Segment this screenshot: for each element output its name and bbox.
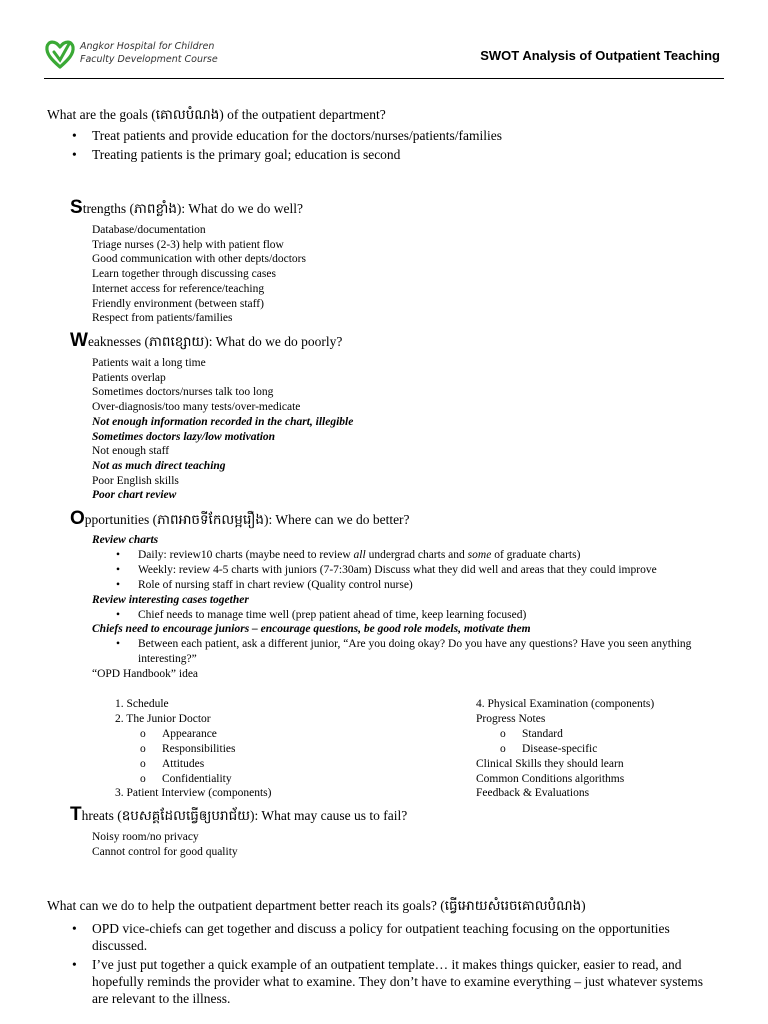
opportunities-details bbox=[92, 533, 728, 682]
list-item: Not enough information recorded in the chart, illegible bbox=[92, 415, 354, 428]
list-item: Progress Notes bbox=[476, 712, 546, 725]
bullet-icon: • bbox=[116, 608, 121, 621]
list-item: Clinical Skills they should learn bbox=[476, 757, 624, 770]
strengths-list bbox=[92, 223, 306, 326]
list-item: Database/documentation bbox=[92, 224, 206, 236]
review-charts-label: Review charts bbox=[92, 534, 159, 546]
bullet-icon: • bbox=[116, 548, 121, 561]
list-item: Feedback & Evaluations bbox=[476, 787, 590, 800]
list-item: Good communication with other depts/doctors bbox=[92, 253, 306, 266]
org-line-2: Faculty Development Course bbox=[80, 54, 218, 65]
header-divider bbox=[44, 78, 724, 79]
bullet-icon: • bbox=[72, 128, 77, 143]
bullet-icon: • bbox=[116, 578, 121, 591]
list-item: Patients wait a long time bbox=[92, 357, 206, 369]
handbook-left-column bbox=[115, 697, 272, 801]
list-item: 1. Schedule bbox=[115, 698, 169, 710]
list-item: Learn together through discussing cases bbox=[92, 268, 276, 281]
list-item: • Weekly: review 4-5 charts with juniors (7-7:30am) Discuss what they did well and areas that they could improve bbox=[116, 563, 657, 576]
list-item: Sometimes doctors lazy/low motivation bbox=[92, 430, 276, 443]
strengths-heading: Strengths (ភាពខ្លាំង): What do we do well? bbox=[70, 197, 303, 218]
bullet-icon: • bbox=[72, 921, 77, 936]
list-item: Not as much direct teaching bbox=[92, 459, 226, 472]
closing-question: What can we do to help the outpatient department better reach its goals? (ធ្វើអោយសំរេចគោលបំណង) bbox=[47, 898, 586, 913]
list-item: 3. Patient Interview (components) bbox=[115, 787, 272, 800]
list-item: Poor English skills bbox=[92, 474, 179, 487]
list-item: o Appearance bbox=[140, 727, 217, 740]
bullet-icon: • bbox=[116, 563, 121, 576]
list-item: o Confidentiality bbox=[140, 772, 232, 785]
list-item: Internet access for reference/teaching bbox=[92, 282, 265, 295]
list-item: o Standard bbox=[500, 727, 563, 740]
list-item: • Role of nursing staff in chart review (Quality control nurse) bbox=[116, 578, 413, 591]
bullet-icon: • bbox=[72, 147, 77, 162]
list-item: Over-diagnosis/too many tests/over-medicate bbox=[92, 401, 301, 414]
list-item: Triage nurses (2-3) help with patient flow bbox=[92, 238, 284, 251]
heart-logo-icon bbox=[44, 38, 76, 70]
opportunities-heading: Opportunities (ភាពអាចទីកែលម្អរឿង): Where can we do better? bbox=[70, 508, 410, 529]
list-item: o Disease-specific bbox=[500, 742, 598, 755]
list-item: Poor chart review bbox=[92, 489, 177, 502]
list-item: • Chief needs to manage time well (prep patient ahead of time, keep learning focused) bbox=[116, 608, 527, 621]
list-item: Respect from patients/families bbox=[92, 312, 233, 325]
weaknesses-list bbox=[92, 356, 353, 503]
list-item: Friendly environment (between staff) bbox=[92, 297, 264, 310]
review-cases-label: Review interesting cases together bbox=[92, 593, 249, 606]
closing-bullet-2: • I’ve just put together a quick example of an outpatient template… it makes things quicker, easier to read, and hopefully reminds the provider what to examine. They don’t have to examine everything – just whatever systems are relevant to the illness. bbox=[72, 957, 703, 1006]
list-item: o Attitudes bbox=[140, 757, 205, 770]
list-item: 4. Physical Examination (components) bbox=[476, 698, 655, 710]
list-item: • Daily: review10 charts (maybe need to review all undergrad charts and some of graduate charts) bbox=[116, 548, 581, 561]
page-header bbox=[0, 0, 768, 80]
closing-bullet-1: • OPD vice-chiefs can get together and discuss a policy for outpatient teaching focusing on the opportunities discussed. bbox=[72, 921, 670, 953]
list-item: Cannot control for good quality bbox=[92, 845, 238, 858]
threats-list bbox=[92, 830, 238, 859]
list-item: • Between each patient, ask a different junior, “Are you doing okay? Do you have any questions? Have you seen anything interesting?” bbox=[116, 638, 692, 666]
chiefs-encourage-label: Chiefs need to encourage juniors – encourage questions, be good role models, motivate them bbox=[92, 623, 531, 636]
document-title: SWOT Analysis of Outpatient Teaching bbox=[480, 48, 720, 63]
list-item: Common Conditions algorithms bbox=[476, 772, 625, 785]
list-item: 2. The Junior Doctor bbox=[115, 712, 211, 725]
goals-bullet-2: • Treating patients is the primary goal; education is second bbox=[72, 147, 401, 162]
goals-question: What are the goals (គោលបំណង) of the outpatient department? bbox=[47, 107, 386, 122]
org-line-1: Angkor Hospital for Children bbox=[80, 41, 215, 52]
threats-heading: Threats (ឧបសគ្គដែលធ្វើឲ្យបរាជ័យ): What may cause us to fail? bbox=[70, 804, 408, 825]
organization-name bbox=[80, 40, 218, 66]
list-item: Patients overlap bbox=[92, 371, 166, 384]
list-item: Sometimes doctors/nurses talk too long bbox=[92, 386, 274, 399]
bullet-icon: • bbox=[116, 638, 121, 651]
bullet-icon: • bbox=[72, 957, 77, 972]
handbook-right-column bbox=[476, 697, 654, 801]
goals-bullet-1: • Treat patients and provide education for the doctors/nurses/patients/families bbox=[72, 128, 503, 143]
handbook-label: “OPD Handbook” idea bbox=[92, 668, 199, 681]
list-item: Noisy room/no privacy bbox=[92, 831, 199, 843]
weaknesses-heading: Weaknesses (ភាពខ្សោយ): What do we do poorly? bbox=[70, 330, 343, 351]
list-item: Not enough staff bbox=[92, 445, 170, 458]
list-item: o Responsibilities bbox=[140, 742, 236, 755]
